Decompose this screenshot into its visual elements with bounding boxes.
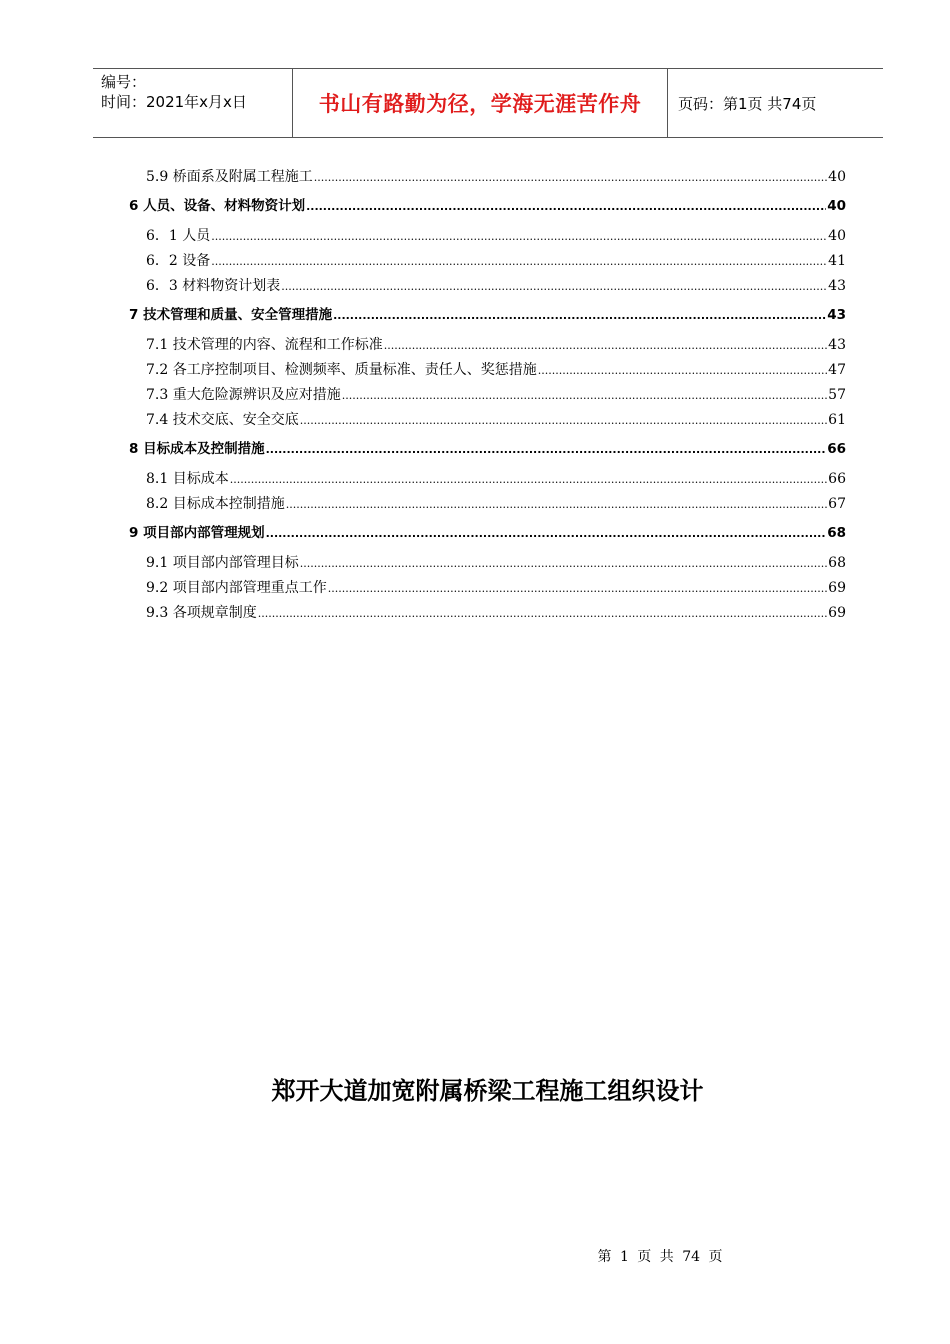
header-page-info: 页码：第1页 共74页	[678, 94, 817, 113]
toc-section-entry[interactable]	[129, 601, 846, 626]
toc-dot-leader	[300, 408, 827, 433]
toc-entry-page: 40	[828, 228, 846, 244]
toc-dot-leader	[281, 274, 827, 299]
toc-entry-page: 66	[828, 471, 846, 487]
toc-dot-leader	[342, 383, 827, 408]
toc-section-entry[interactable]	[129, 551, 846, 576]
toc-entry-page: 40	[828, 169, 846, 185]
toc-entry-page: 66	[827, 441, 846, 457]
toc-section-entry[interactable]	[129, 224, 846, 249]
toc-dot-leader	[211, 249, 827, 274]
page-header	[93, 68, 883, 138]
toc-entry-title: 6．1 人员	[146, 228, 211, 244]
toc-entry-title: 6．2 设备	[146, 253, 211, 269]
toc-dot-leader	[266, 521, 827, 546]
toc-entry-page: 67	[828, 496, 846, 512]
toc-entry-title: 8.2 目标成本控制措施	[146, 496, 285, 512]
toc-entry-page: 43	[828, 278, 846, 294]
toc-entry-page: 40	[827, 198, 846, 214]
toc-dot-leader	[230, 467, 827, 492]
toc-entry-title: 7.2 各工序控制项目、检测频率、质量标准、责任人、奖惩措施	[146, 362, 537, 378]
toc-section-entry[interactable]	[129, 576, 846, 601]
toc-entry-page: 68	[828, 555, 846, 571]
toc-dot-leader	[306, 194, 826, 219]
toc-entry-title: 7.3 重大危险源辨识及应对措施	[146, 387, 341, 403]
toc-entry-title: 7 技术管理和质量、安全管理措施	[129, 307, 333, 323]
toc-entry-title: 9.1 项目部内部管理目标	[146, 555, 299, 571]
toc-entry-title: 9.2 项目部内部管理重点工作	[146, 580, 327, 596]
toc-dot-leader	[286, 492, 827, 517]
toc-entry-page: 68	[827, 525, 846, 541]
toc-entry-page: 61	[828, 412, 846, 428]
toc-dot-leader	[211, 224, 827, 249]
toc-section-entry[interactable]	[129, 249, 846, 274]
toc-entry-page: 57	[828, 387, 846, 403]
toc-entry-title: 6 人员、设备、材料物资计划	[129, 198, 306, 214]
toc-section-entry[interactable]	[129, 274, 846, 299]
toc-section-entry[interactable]	[129, 165, 846, 190]
toc-section-entry[interactable]	[129, 492, 846, 517]
toc-entry-title: 7.4 技术交底、安全交底	[146, 412, 299, 428]
toc-entry-title: 7.1 技术管理的内容、流程和工作标准	[146, 337, 383, 353]
toc-entry-title: 9 项目部内部管理规划	[129, 525, 265, 541]
header-meta	[93, 69, 293, 137]
toc-entry-title: 6．3 材料物资计划表	[146, 278, 281, 294]
code-label: 编号：	[101, 73, 147, 91]
page-footer: 第 1 页 共 74 页	[597, 1249, 723, 1265]
toc-dot-leader	[328, 576, 827, 601]
toc-chapter-entry[interactable]	[129, 303, 846, 328]
toc-entry-page: 69	[828, 605, 846, 621]
toc-entry-title: 8 目标成本及控制措施	[129, 441, 265, 457]
toc-dot-leader	[333, 303, 826, 328]
toc-dot-leader	[314, 165, 827, 190]
toc-entry-page: 43	[827, 307, 846, 323]
toc-section-entry[interactable]	[129, 358, 846, 383]
toc-dot-leader	[300, 551, 827, 576]
toc-chapter-entry[interactable]	[129, 521, 846, 546]
toc-entry-page: 41	[828, 253, 846, 269]
toc-dot-leader	[266, 437, 827, 462]
toc-section-entry[interactable]	[129, 383, 846, 408]
toc-entry-page: 47	[828, 362, 846, 378]
table-of-contents	[129, 165, 846, 626]
toc-entry-title: 8.1 目标成本	[146, 471, 229, 487]
toc-section-entry[interactable]	[129, 333, 846, 358]
header-motto: 书山有路勤为径，学海无涯苦作舟	[293, 69, 668, 137]
toc-dot-leader	[258, 601, 827, 626]
document-title: 郑开大道加宽附属桥梁工程施工组织设计	[271, 1076, 704, 1105]
toc-section-entry[interactable]	[129, 408, 846, 433]
toc-entry-page: 69	[828, 580, 846, 596]
toc-entry-title: 9.3 各项规章制度	[146, 605, 257, 621]
toc-chapter-entry[interactable]	[129, 194, 846, 219]
toc-dot-leader	[384, 333, 827, 358]
time-label: 时间：2021年x月x日	[101, 93, 247, 111]
toc-chapter-entry[interactable]	[129, 437, 846, 462]
toc-entry-page: 43	[828, 337, 846, 353]
toc-dot-leader	[538, 358, 827, 383]
toc-entry-title: 5.9 桥面系及附属工程施工	[146, 169, 313, 185]
toc-section-entry[interactable]	[129, 467, 846, 492]
